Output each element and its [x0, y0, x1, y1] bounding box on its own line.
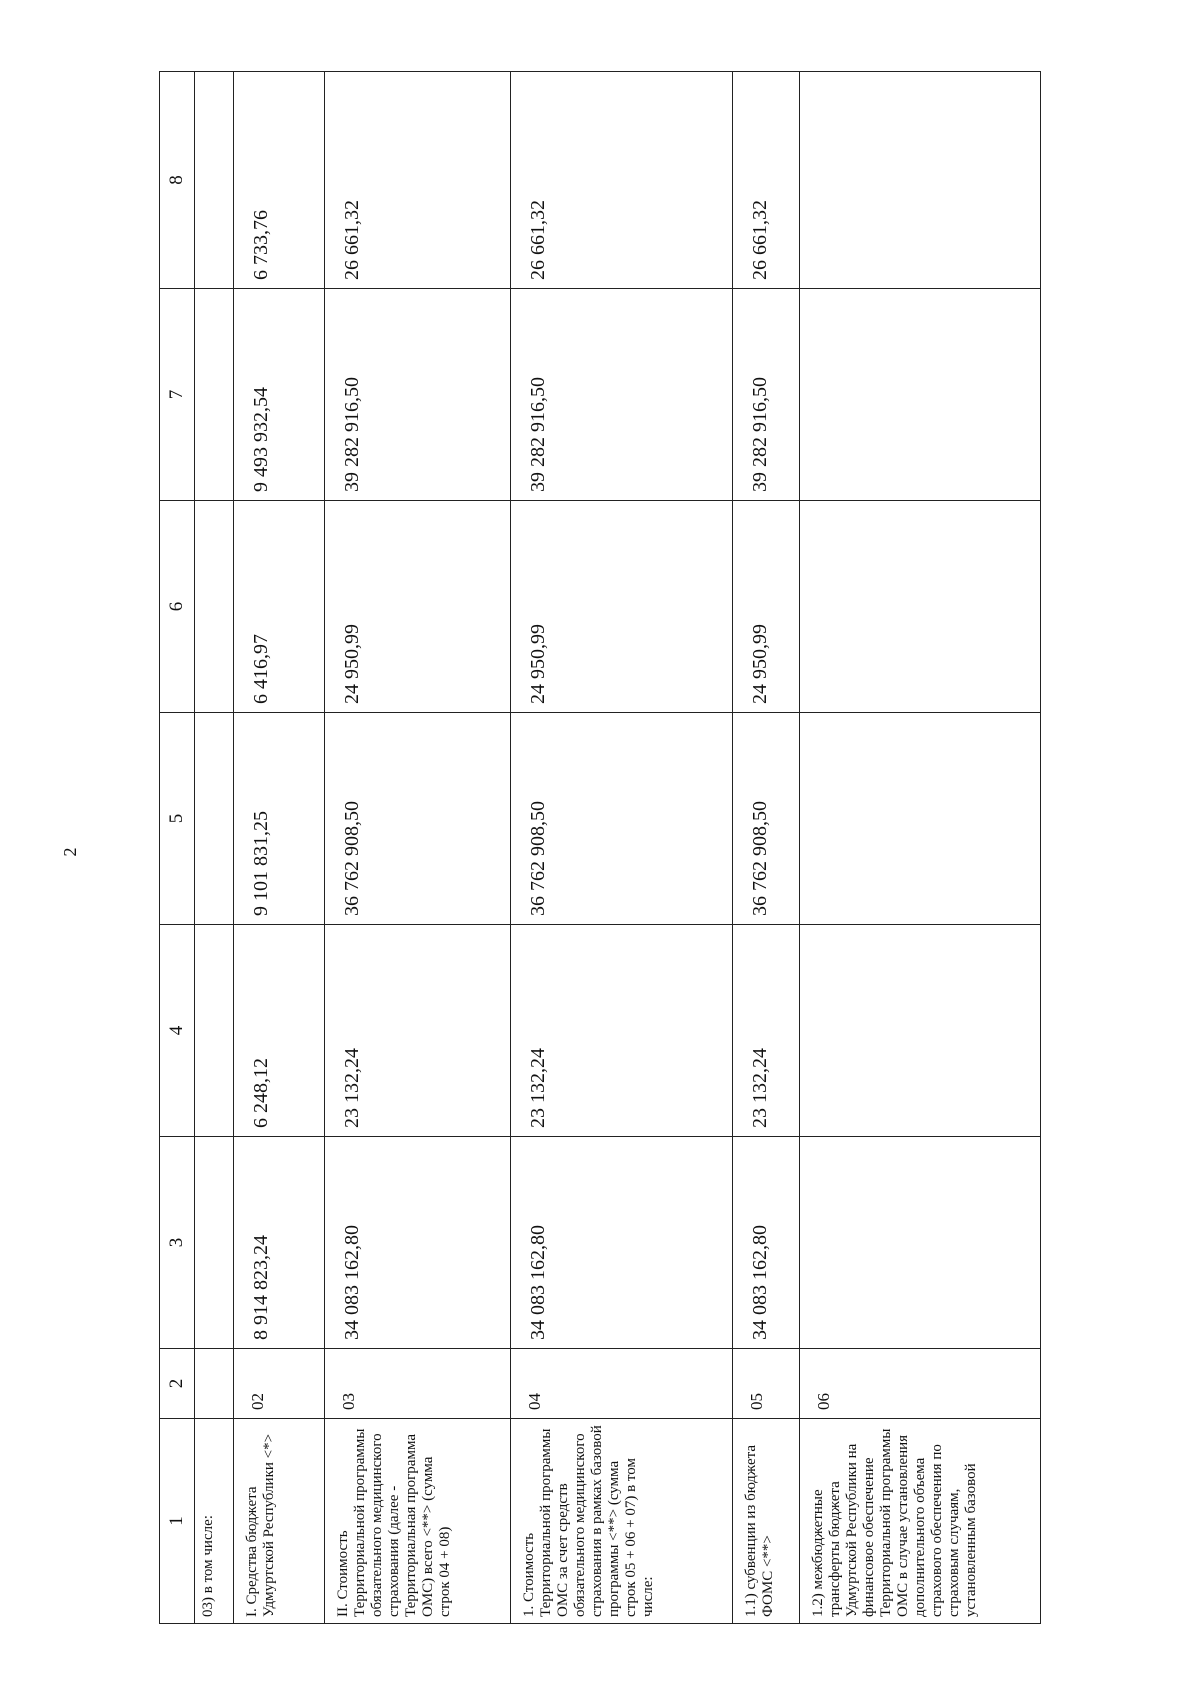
table-row	[324, 72, 510, 1624]
value-cell: 39 282 916,50	[510, 289, 732, 501]
empty-cell	[194, 1349, 233, 1419]
table-row	[510, 72, 732, 1624]
value-cell	[800, 1137, 1041, 1349]
empty-cell	[194, 289, 233, 501]
budget-table	[159, 71, 1041, 1624]
value-cell: 23 132,24	[324, 925, 510, 1137]
value-cell: 39 282 916,50	[732, 289, 800, 501]
row-label: II. Стоимость Территориальной программы обязательного медицинского страхования (далее - Территориальная программа ОМС) всего <**> (сумма строк 04 + 08)	[324, 1419, 510, 1624]
row-code: 04	[510, 1349, 732, 1419]
table-row	[800, 72, 1041, 1624]
row-label: 1. Стоимость Территориальной программы ОМС за счет средств обязательного медицинского страхования в рамках базовой программы <**> (сумма строк 05 + 06 + 07) в том числе:	[510, 1419, 732, 1624]
budget-table-container	[159, 72, 1041, 1624]
value-cell: 39 282 916,50	[324, 289, 510, 501]
value-cell: 34 083 162,80	[732, 1137, 800, 1349]
row-label: I. Средства бюджета Удмуртской Республики <*>	[233, 1419, 324, 1624]
empty-cell	[194, 72, 233, 289]
value-cell	[800, 72, 1041, 289]
value-cell: 24 950,99	[324, 501, 510, 713]
header-cell: 5	[160, 713, 195, 925]
page-number: 2	[60, 847, 80, 857]
value-cell: 24 950,99	[510, 501, 732, 713]
value-cell: 9 493 932,54	[233, 289, 324, 501]
value-cell: 36 762 908,50	[732, 713, 800, 925]
value-cell: 23 132,24	[510, 925, 732, 1137]
empty-cell	[194, 501, 233, 713]
header-cell: 3	[160, 1137, 195, 1349]
header-cell: 4	[160, 925, 195, 1137]
value-cell	[800, 289, 1041, 501]
value-cell	[800, 713, 1041, 925]
value-cell: 36 762 908,50	[324, 713, 510, 925]
value-cell: 8 914 823,24	[233, 1137, 324, 1349]
table-row	[233, 72, 324, 1624]
empty-cell	[194, 713, 233, 925]
empty-cell	[194, 925, 233, 1137]
row-label: 1.1) субвенции из бюджета ФОМС <**>	[732, 1419, 800, 1624]
header-cell: 2	[160, 1349, 195, 1419]
row-code: 06	[800, 1349, 1041, 1419]
value-cell: 34 083 162,80	[510, 1137, 732, 1349]
header-cell: 1	[160, 1419, 195, 1624]
row-code: 02	[233, 1349, 324, 1419]
row-code: 05	[732, 1349, 800, 1419]
value-cell: 6 248,12	[233, 925, 324, 1137]
value-cell: 26 661,32	[732, 72, 800, 289]
header-cell: 7	[160, 289, 195, 501]
value-cell: 6 416,97	[233, 501, 324, 713]
value-cell: 24 950,99	[732, 501, 800, 713]
row-label: 1.2) межбюджетные трансферты бюджета Удмуртской Республики на финансовое обеспечение Территориальной программы ОМС в случае установления дополнительного объема страхового обеспечения по страховым случаям, установленным базовой	[800, 1419, 1041, 1624]
table-row	[732, 72, 800, 1624]
header-cell: 8	[160, 72, 195, 289]
value-cell	[800, 925, 1041, 1137]
value-cell	[800, 501, 1041, 713]
value-cell: 6 733,76	[233, 72, 324, 289]
subheader-cell: 03) в том числе:	[194, 1419, 233, 1624]
header-row	[160, 72, 195, 1624]
value-cell: 26 661,32	[510, 72, 732, 289]
subheader-row	[194, 72, 233, 1624]
row-code: 03	[324, 1349, 510, 1419]
value-cell: 36 762 908,50	[510, 713, 732, 925]
value-cell: 9 101 831,25	[233, 713, 324, 925]
value-cell: 26 661,32	[324, 72, 510, 289]
value-cell: 34 083 162,80	[324, 1137, 510, 1349]
empty-cell	[194, 1137, 233, 1349]
value-cell: 23 132,24	[732, 925, 800, 1137]
header-cell: 6	[160, 501, 195, 713]
